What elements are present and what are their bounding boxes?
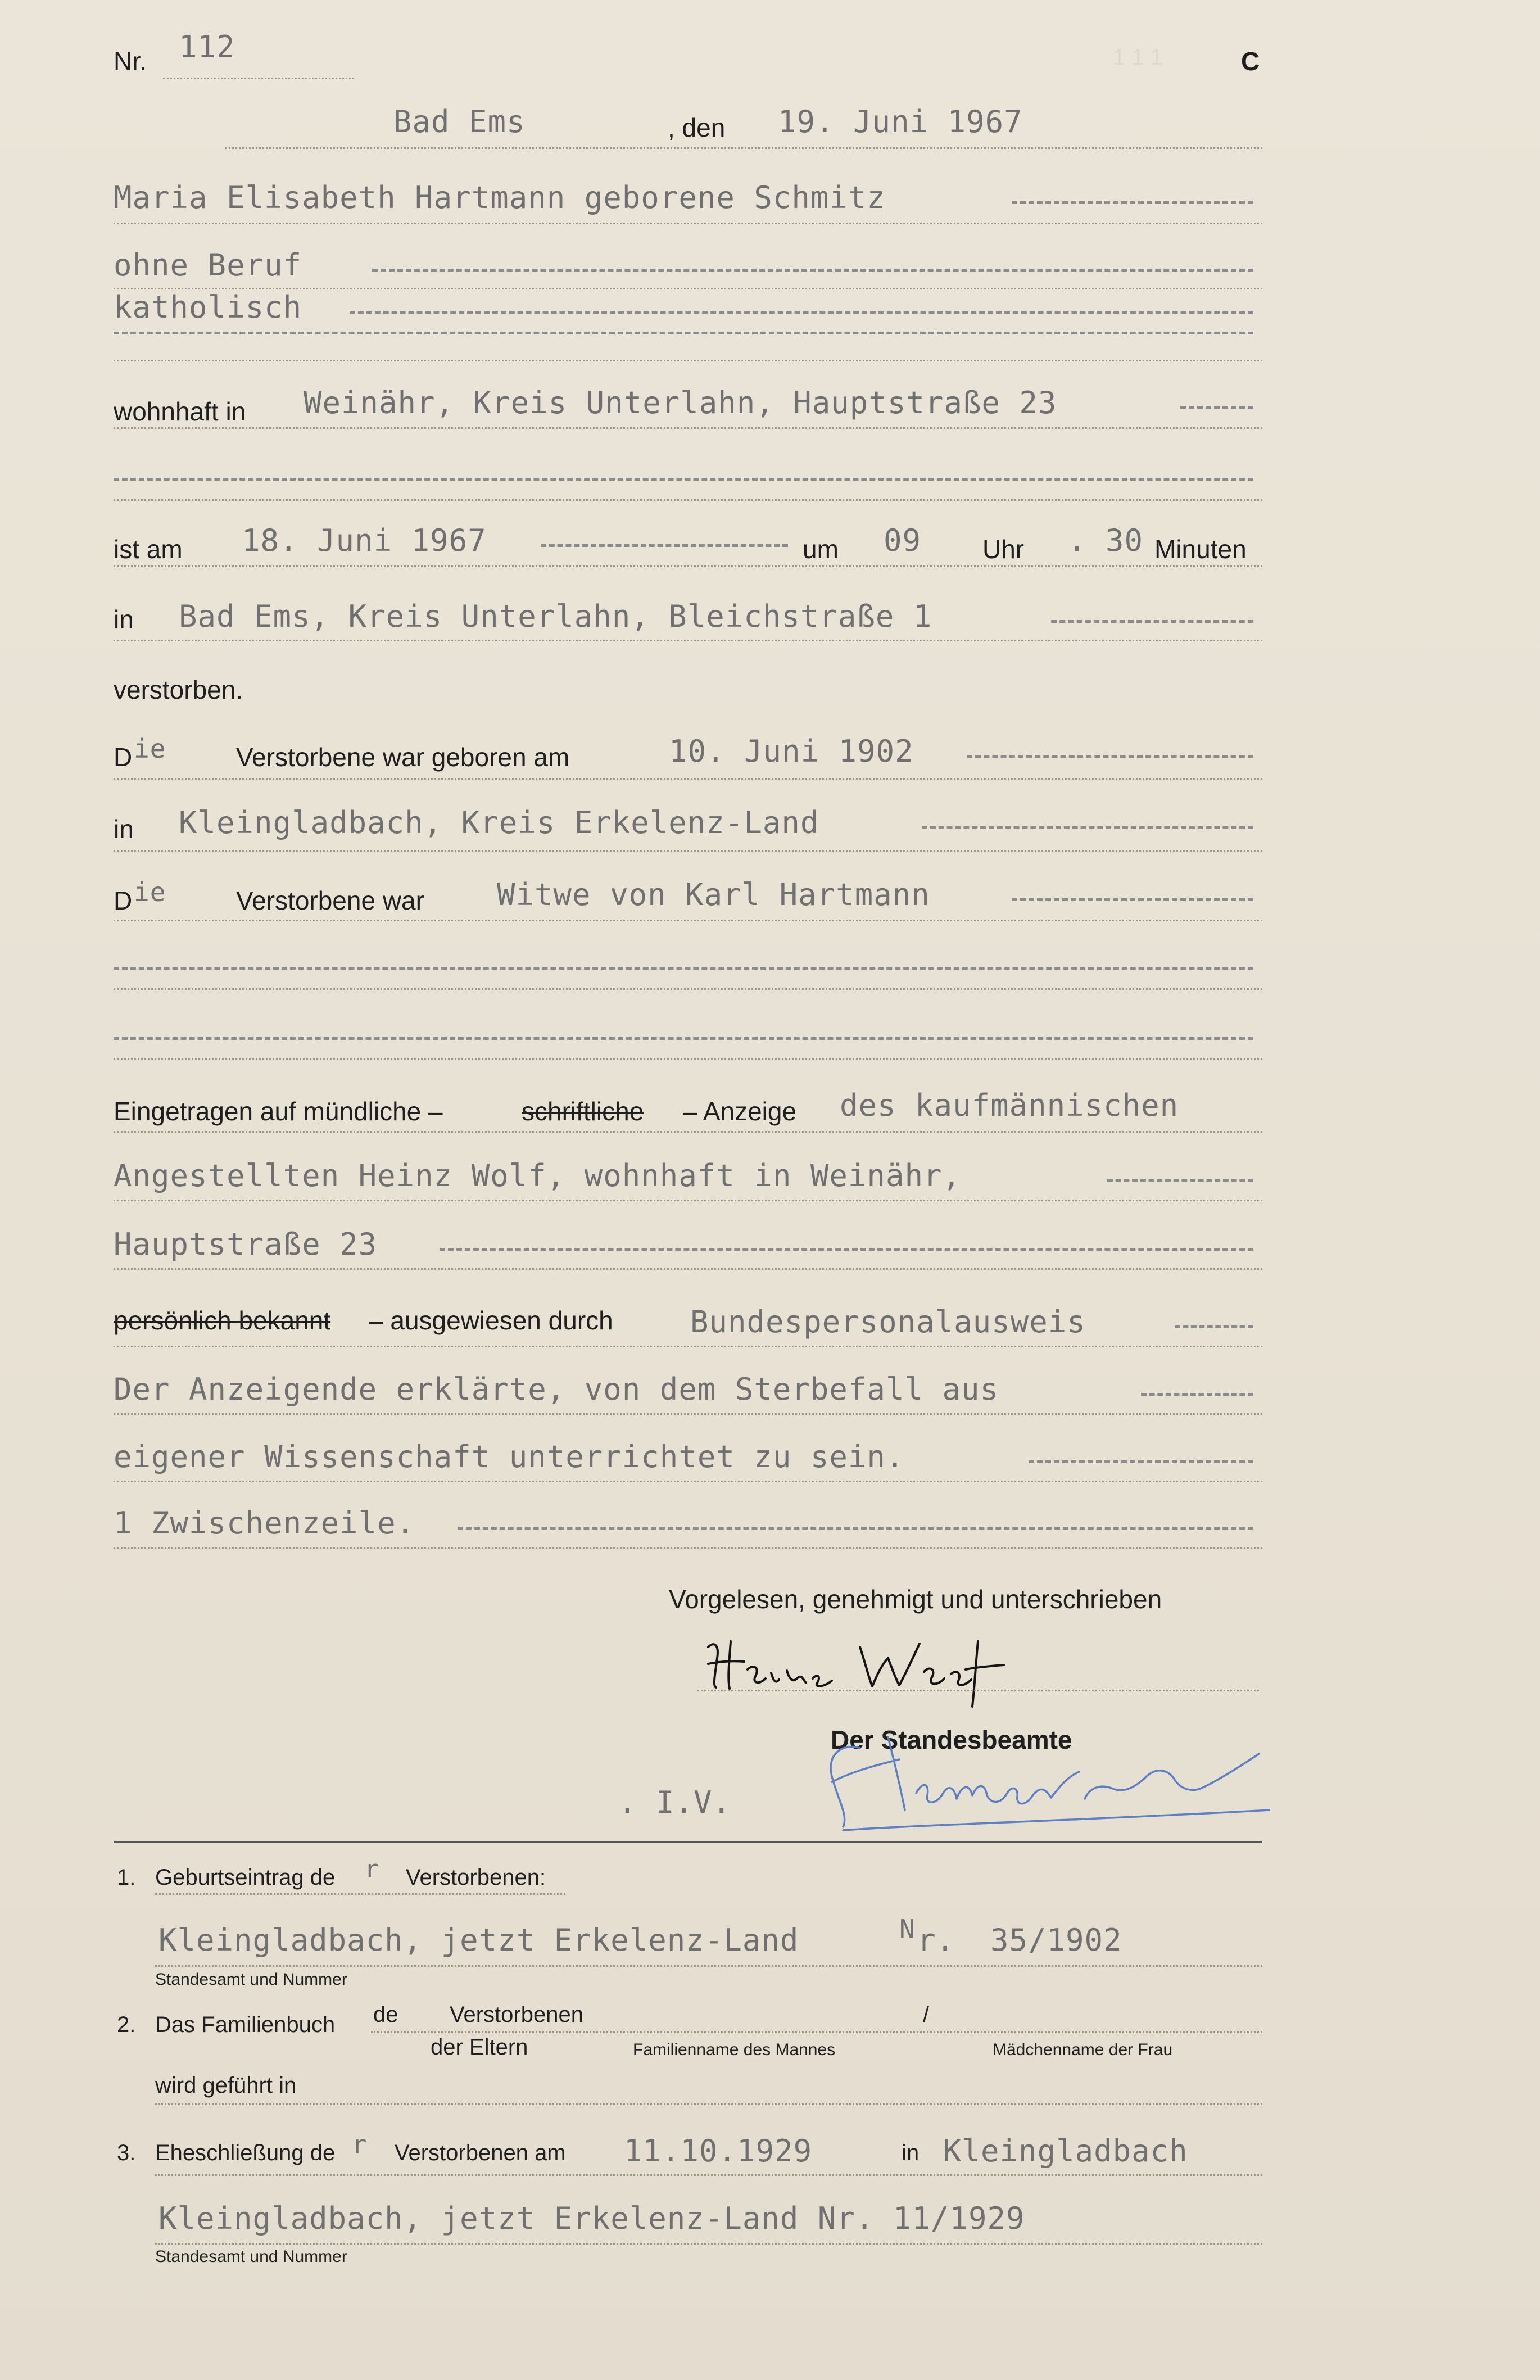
dash-fill xyxy=(922,826,1253,829)
birth-place: Kleingladbach, Kreis Erkelenz-Land xyxy=(179,805,819,840)
birth-label: Verstorbene war geboren am xyxy=(236,743,570,772)
status-value: Witwe von Karl Hartmann xyxy=(497,877,930,912)
identity-label: – ausgewiesen durch xyxy=(369,1306,613,1335)
ruling-line xyxy=(155,1965,1262,1967)
signature-base-line xyxy=(114,1841,1262,1843)
death-place: Bad Ems, Kreis Unterlahn, Bleichstraße 1 xyxy=(179,599,932,634)
birth-date: 10. Juni 1902 xyxy=(669,734,914,769)
f2-de: de xyxy=(373,2002,398,2027)
ruling-line xyxy=(155,2174,1262,2176)
birth-d-suffix: ie xyxy=(134,734,166,764)
official-signature xyxy=(809,1726,1270,1832)
f1-num: 1. xyxy=(117,1865,136,1890)
dash-fill xyxy=(541,544,788,547)
status-d-label: D xyxy=(114,886,133,915)
den-label: , den xyxy=(668,113,726,142)
ruling-line xyxy=(155,2103,1262,2105)
dash-fill xyxy=(1180,406,1253,409)
f3-in: in xyxy=(902,2141,920,2165)
identity-value: Bundespersonalausweis xyxy=(690,1304,1086,1340)
official-signature-drawing xyxy=(809,1726,1270,1832)
f3-label: Eheschließung de xyxy=(155,2141,336,2165)
ruling-line xyxy=(114,1131,1262,1133)
ruling-line xyxy=(155,1893,565,1895)
religion-value: katholisch xyxy=(114,289,302,325)
f3-value: Kleingladbach, jetzt Erkelenz-Land Nr. 11/1929 xyxy=(158,2201,1025,2236)
nr-value: 112 xyxy=(179,29,235,65)
dash-fill xyxy=(1012,898,1253,901)
ruling-line xyxy=(114,920,1262,921)
um-label: um xyxy=(803,535,839,564)
ruling-line xyxy=(114,565,1262,567)
ruling-line xyxy=(155,2243,1262,2245)
f3-suffix: r xyxy=(352,2130,368,2159)
dash-fill xyxy=(1141,1393,1253,1396)
residence-value: Weinähr, Kreis Unterlahn, Hauptstraße 23 xyxy=(304,385,1057,420)
minuten-label: Minuten xyxy=(1154,535,1247,564)
statement-line1: Der Anzeigende erklärte, von dem Sterbefall aus xyxy=(114,1372,999,1407)
dash-fill xyxy=(458,1527,1253,1530)
statement-line2: eigener Wissenschaft unterrichtet zu sein. xyxy=(114,1439,905,1474)
f2-verstorbenen: Verstorbenen xyxy=(450,2002,583,2027)
uhr-label: Uhr xyxy=(982,535,1025,564)
dash-fill xyxy=(114,332,1253,334)
death-in-label: in xyxy=(114,605,134,634)
bleed-through-text: 1 1 1 xyxy=(1113,45,1163,70)
residence-label: wohnhaft in xyxy=(114,397,246,426)
f1-nr-prefix: N xyxy=(899,1914,916,1944)
f2-num: 2. xyxy=(117,2012,136,2037)
date-value: 19. Juni 1967 xyxy=(778,104,1023,139)
header-date-underline xyxy=(225,147,1262,149)
registration-label-struck: schriftliche xyxy=(522,1097,644,1126)
dash-fill xyxy=(1051,620,1253,623)
ruling-line xyxy=(114,1268,1262,1270)
ruling-line xyxy=(114,499,1262,501)
standesamt-label: Standesamt und Nummer xyxy=(155,1970,347,1989)
ruling-line xyxy=(114,360,1262,361)
dash-fill xyxy=(114,967,1253,970)
dash-fill xyxy=(114,1037,1253,1040)
f2-maedchenname: Mädchenname der Frau xyxy=(993,2040,1173,2059)
ruling-line xyxy=(114,988,1262,990)
ruling-line xyxy=(114,1058,1262,1060)
ist-am-label: ist am xyxy=(114,535,183,564)
official-label: Der Standesbeamte xyxy=(831,1725,1072,1754)
dash-fill xyxy=(1107,1179,1253,1182)
ruling-line xyxy=(371,2031,1262,2033)
declarant-signature-drawing xyxy=(697,1625,1012,1709)
f2-familienname: Familienname des Mannes xyxy=(633,2040,836,2059)
f3-place: Kleingladbach xyxy=(943,2133,1188,2169)
ruling-line xyxy=(114,850,1262,852)
statement-line3: 1 Zwischenzeile. xyxy=(114,1505,415,1541)
status-label: Verstorbene war xyxy=(236,886,424,915)
f1-label: Geburtseintrag de xyxy=(155,1865,336,1890)
f3-num: 3. xyxy=(117,2141,136,2165)
dash-fill xyxy=(350,311,1253,314)
registration-line1: des kaufmännischen xyxy=(840,1088,1179,1123)
dash-fill xyxy=(114,478,1253,481)
ruling-line xyxy=(114,778,1262,780)
identity-struck: persönlich bekannt xyxy=(114,1306,331,1335)
declarant-signature xyxy=(697,1625,1012,1709)
ruling-line xyxy=(114,640,1262,641)
f1-nr-suffix: r. xyxy=(917,1922,955,1958)
registration-label-2: – Anzeige xyxy=(683,1097,797,1126)
f3-date: 11.10.1929 xyxy=(624,2133,813,2169)
registration-label-1: Eingetragen auf mündliche – xyxy=(114,1097,443,1126)
verstorben-label: verstorben. xyxy=(114,675,243,704)
name-line: Maria Elisabeth Hartmann geborene Schmitz xyxy=(114,180,886,215)
dash-fill xyxy=(1175,1325,1253,1328)
ruling-line xyxy=(114,1547,1262,1549)
registration-line2: Angestellten Heinz Wolf, wohnhaft in Weinähr, xyxy=(114,1158,961,1193)
dash-fill xyxy=(1029,1460,1253,1463)
dash-fill xyxy=(1012,201,1253,204)
standesamt-label-2: Standesamt und Nummer xyxy=(155,2247,347,2266)
signature-line xyxy=(697,1690,1259,1691)
dash-fill xyxy=(372,269,1253,272)
f1-suffix: r xyxy=(364,1855,380,1884)
f2-slash: / xyxy=(923,2002,930,2027)
read-label: Vorgelesen, genehmigt und unterschrieben xyxy=(669,1585,1162,1614)
iv-label: . I.V. xyxy=(618,1785,732,1820)
death-minutes: . 30 xyxy=(1068,523,1144,558)
ruling-line xyxy=(114,1481,1262,1482)
dash-fill xyxy=(967,755,1253,758)
corner-letter: C xyxy=(1241,47,1260,76)
place-value: Bad Ems xyxy=(393,104,526,139)
f2-wird: wird geführt in xyxy=(155,2073,297,2098)
registration-line3: Hauptstraße 23 xyxy=(114,1227,378,1262)
death-hour: 09 xyxy=(884,523,922,558)
birth-in-label: in xyxy=(114,815,134,844)
f3-label2: Verstorbenen am xyxy=(395,2141,566,2165)
ruling-line xyxy=(114,1200,1262,1201)
nr-label: Nr. xyxy=(114,47,147,76)
dash-fill xyxy=(440,1248,1253,1251)
ruling-line xyxy=(114,1346,1262,1347)
occupation-value: ohne Beruf xyxy=(114,247,302,283)
f1-nr: 35/1902 xyxy=(990,1922,1122,1958)
f1-value: Kleingladbach, jetzt Erkelenz-Land xyxy=(158,1922,799,1958)
f2-der-eltern: der Eltern xyxy=(431,2035,528,2060)
f1-label2: Verstorbenen: xyxy=(406,1865,546,1890)
nr-underline xyxy=(163,78,354,79)
status-d-suffix: ie xyxy=(134,877,166,907)
birth-d-label: D xyxy=(114,743,133,772)
ruling-line xyxy=(114,223,1262,224)
death-date: 18. Juni 1967 xyxy=(242,523,487,558)
ruling-line xyxy=(114,1413,1262,1415)
f2-label: Das Familienbuch xyxy=(155,2012,336,2037)
ruling-line xyxy=(114,427,1262,429)
